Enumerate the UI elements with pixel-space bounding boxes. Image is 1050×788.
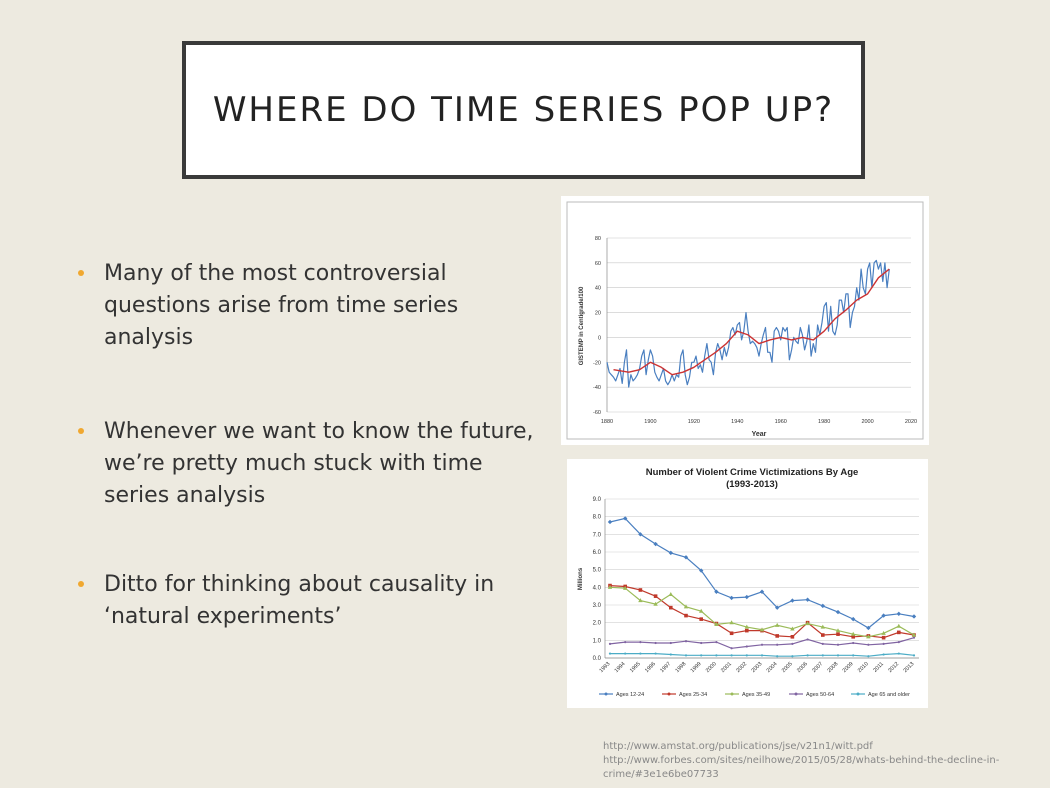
data-point (655, 652, 657, 654)
x-tick-label: 1998 (674, 661, 688, 675)
data-point (746, 645, 748, 647)
data-point (669, 606, 673, 610)
data-point (837, 654, 839, 656)
data-point (729, 596, 733, 600)
y-tick-label: 3.0 (592, 603, 601, 609)
data-point (912, 614, 916, 618)
series-line-smoothed (614, 269, 890, 375)
x-tick-label: 1994 (613, 661, 627, 675)
data-point (746, 654, 748, 656)
data-point (655, 642, 657, 644)
crime-chart (567, 459, 928, 708)
data-point (913, 654, 915, 656)
data-point (685, 654, 687, 656)
data-point (883, 653, 885, 655)
y-tick-label: 2.0 (592, 620, 601, 627)
data-point (897, 624, 901, 628)
x-tick-label: 2020 (904, 419, 918, 425)
slide-title: WHERE DO TIME SERIES POP UP? (212, 90, 835, 130)
data-point (761, 644, 763, 646)
x-tick-label: 2013 (902, 661, 916, 675)
data-point (639, 588, 643, 592)
y-tick-label: 40 (594, 285, 601, 292)
x-tick-label: 1995 (628, 661, 642, 675)
x-tick-label: 1960 (774, 419, 787, 425)
chart-title: Number of Violent Crime Victimizations By Age (645, 467, 859, 478)
data-point (715, 654, 717, 656)
reference-link[interactable]: http://www.forbes.com/sites/neilhowe/2015/05/28/whats-behind-the-decline-in- (603, 755, 1000, 766)
data-point (898, 652, 900, 654)
data-point (731, 654, 733, 656)
x-tick-label: 1997 (659, 661, 673, 675)
y-axis-label: Millions (578, 567, 584, 591)
data-point (639, 652, 641, 654)
data-point (715, 641, 717, 643)
data-point (776, 655, 778, 657)
y-tick-label: 20 (594, 310, 601, 317)
reference-link[interactable]: http://www.amstat.org/publications/jse/v21n1/witt.pdf (603, 741, 873, 752)
data-point (745, 595, 749, 599)
data-point (822, 654, 824, 656)
x-tick-label: 2005 (780, 661, 794, 675)
legend-marker (795, 693, 798, 696)
legend-label: Ages 50-64 (806, 692, 835, 698)
data-point (670, 642, 672, 644)
y-axis-label: GISTEMP in Centigrade/100 (579, 286, 585, 366)
x-tick-label: 2008 (826, 661, 840, 675)
legend-marker (668, 693, 671, 696)
data-point (898, 641, 900, 643)
legend-label: Ages 35-49 (742, 692, 771, 698)
bullet-dot-icon (78, 581, 84, 587)
bullet-item (78, 416, 534, 512)
data-point (836, 632, 840, 636)
y-tick-label: -20 (593, 360, 601, 367)
data-point (639, 641, 641, 643)
y-tick-label: 8.0 (592, 514, 601, 521)
data-point (822, 643, 824, 645)
y-tick-label: 0.0 (592, 656, 601, 662)
x-tick-label: 2003 (750, 661, 764, 675)
data-point (791, 643, 793, 645)
chart-subtitle: (1993-2013) (726, 479, 778, 490)
data-point (624, 652, 626, 654)
bullet-item (78, 569, 534, 633)
legend-label: Age 65 and older (868, 692, 910, 698)
x-tick-label: 1993 (598, 661, 612, 675)
x-tick-label: 1996 (644, 661, 658, 675)
x-tick-label: 2000 (861, 419, 874, 425)
x-axis-label: Year (751, 431, 767, 438)
data-point (609, 643, 611, 645)
data-point (897, 612, 901, 616)
data-point (852, 642, 854, 644)
x-tick-label: 1940 (731, 419, 744, 425)
bullet-text: Ditto for thinking about causality in ‘natural experiments’ (104, 572, 495, 629)
data-point (883, 643, 885, 645)
data-point (684, 614, 688, 618)
y-tick-label: 7.0 (592, 532, 601, 539)
data-point (729, 620, 733, 624)
data-point (852, 654, 854, 656)
x-tick-label: 2009 (841, 661, 855, 675)
y-tick-label: 1.0 (592, 638, 601, 645)
bullet-text: Whenever we want to know the future, we’re pretty much stuck with time series analysis (104, 419, 534, 508)
y-tick-label: 9.0 (592, 497, 601, 503)
data-point (731, 647, 733, 649)
x-tick-label: 2006 (796, 661, 810, 675)
x-tick-label: 1900 (644, 419, 657, 425)
x-tick-label: 1920 (687, 419, 700, 425)
x-tick-label: 2010 (856, 661, 870, 675)
data-point (761, 654, 763, 656)
data-point (867, 655, 869, 657)
data-point (897, 631, 901, 635)
series-line (610, 518, 914, 628)
y-tick-label: 60 (594, 260, 601, 267)
bullet-dot-icon (78, 270, 84, 276)
references (603, 740, 999, 782)
legend-marker (731, 693, 734, 696)
data-point (776, 644, 778, 646)
x-tick-label: 2012 (887, 661, 901, 675)
data-point (624, 641, 626, 643)
data-point (700, 654, 702, 656)
legend-marker (857, 693, 860, 696)
bullet-item (78, 258, 534, 354)
data-point (745, 629, 749, 633)
title-box (182, 41, 865, 179)
y-tick-label: 5.0 (592, 567, 601, 574)
x-tick-label: 2000 (704, 661, 718, 675)
series-line-annual (607, 260, 889, 387)
y-tick-label: 4.0 (592, 585, 601, 592)
data-point (699, 617, 703, 621)
x-tick-label: 1880 (600, 419, 614, 425)
x-tick-label: 2001 (720, 661, 734, 675)
data-point (807, 654, 809, 656)
data-point (913, 637, 915, 639)
bullet-text: Many of the most controversial questions arise from time series analysis (104, 261, 459, 350)
data-point (867, 644, 869, 646)
data-point (791, 635, 795, 639)
data-point (821, 604, 825, 608)
data-point (730, 631, 734, 635)
temperature-chart-svg (561, 196, 929, 445)
x-tick-label: 1980 (818, 419, 831, 425)
data-point (775, 623, 779, 627)
legend-label: Ages 12-24 (616, 692, 645, 698)
data-point (700, 642, 702, 644)
x-tick-label: 1999 (689, 661, 703, 675)
data-point (836, 610, 840, 614)
data-point (654, 594, 658, 598)
data-point (669, 592, 673, 596)
data-point (775, 634, 779, 638)
reference-link[interactable]: crime/#3e1e6be07733 (603, 769, 719, 780)
legend-label: Ages 25-34 (679, 692, 708, 698)
data-point (805, 598, 809, 602)
x-tick-label: 2011 (872, 661, 886, 674)
data-point (807, 638, 809, 640)
data-point (685, 640, 687, 642)
x-tick-label: 2007 (811, 661, 825, 675)
crime-chart-svg (567, 459, 928, 708)
data-point (821, 633, 825, 637)
x-tick-label: 2004 (765, 661, 779, 675)
data-point (609, 652, 611, 654)
data-point (882, 636, 886, 640)
legend-marker (605, 693, 608, 696)
y-tick-label: -60 (593, 410, 601, 416)
data-point (837, 644, 839, 646)
data-point (791, 655, 793, 657)
temperature-chart (561, 196, 929, 445)
data-point (608, 520, 612, 524)
y-tick-label: 0 (597, 335, 601, 342)
y-tick-label: 80 (594, 236, 601, 242)
data-point (790, 598, 794, 602)
x-tick-label: 2002 (735, 661, 749, 675)
y-tick-label: -40 (593, 385, 601, 392)
y-tick-label: 6.0 (592, 550, 601, 556)
data-point (670, 653, 672, 655)
bullet-dot-icon (78, 428, 84, 434)
